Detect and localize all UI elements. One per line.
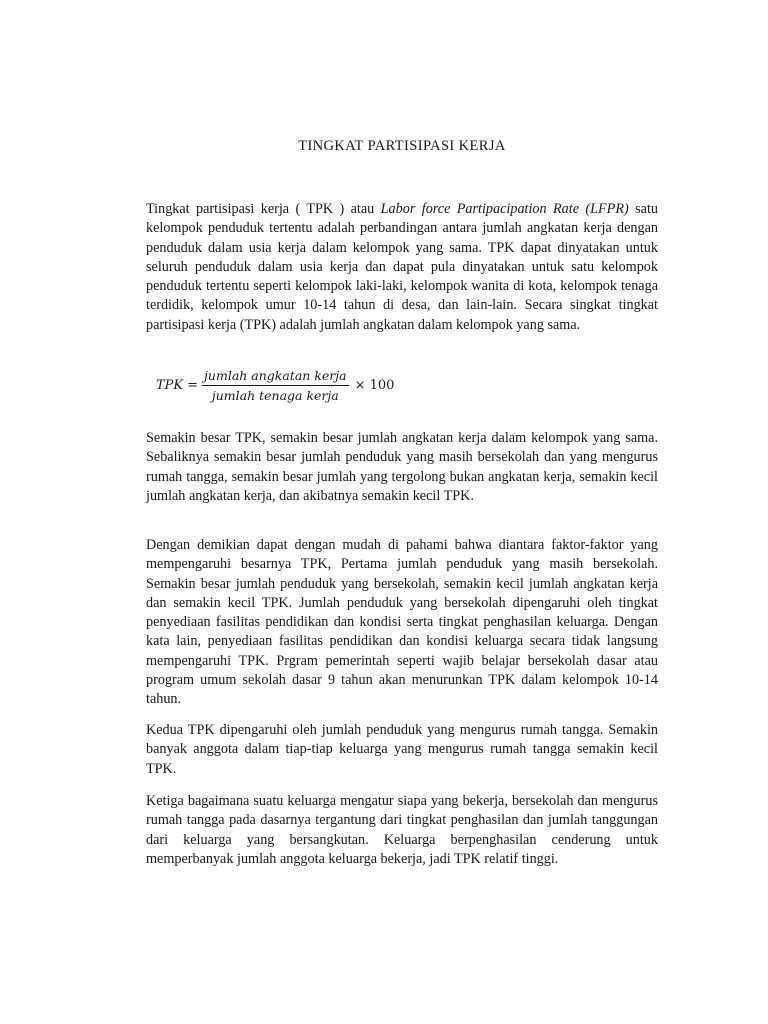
- paragraph-effect: Semakin besar TPK, semakin besar jumlah angkatan kerja dalam kelompok yang sama. Sebaliknya semakin besar jumlah penduduk yang masih bersekolah dan yang mengurus rumah tangga, semakin besar jumlah yang tergolong bukan angkatan kerja, semakin kecil jumlah angkatan kerja, dan akibatnya semakin kecil TPK.: [146, 430, 658, 504]
- document-page: [146, 0, 658, 1024]
- paragraph-third-factor: Ketiga bagaimana suatu keluarga mengatur siapa yang bekerja, bersekolah dan mengurus rumah tangga pada dasarnya tergantung dari tingkat penghasilan dan jumlah tanggungan dari keluarga yang bersangkutan. Keluarga berpenghasilan cenderung untuk memperbanyak jumlah anggota keluarga bekerja, jadi TPK relatif tinggi.: [146, 793, 658, 867]
- formula-fraction: [202, 368, 349, 403]
- lfpr-term: Labor force Partipacipation Rate (LFPR): [380, 201, 629, 217]
- formula-lhs: TPK: [156, 377, 184, 393]
- formula-multiplier: × 100: [354, 377, 395, 393]
- formula-equals: =: [187, 377, 199, 393]
- paragraph-first-factor: Dengan demikian dapat dengan mudah di pahami bahwa diantara faktor-faktor yang mempengaruhi besarnya TPK, Pertama jumlah penduduk yang masih bersekolah. Semakin besar jumlah penduduk yang bersekolah, semakin kecil jumlah angkatan kerja dan semakin kecil TPK. Jumlah penduduk yang bersekolah dipengaruhi oleh tingkat penyediaan fasilitas pendidikan dan kondisi serta tingkat penghasilan keluarga. Dengan kata lain, penyediaan fasilitas pendidikan dan kondisi keluarga secara tidak langsung mempengaruhi TPK. Prgram pemerintah seperti wajib belajar bersekolah dasar atau program umum sekolah dasar 9 tahun akan menurunkan TPK dalam kelompok 10-14 tahun.: [146, 537, 658, 708]
- document-title: TINGKAT PARTISIPASI KERJA: [298, 138, 506, 154]
- paragraph-definition-start: Tingkat partisipasi kerja ( TPK ) atau: [146, 201, 381, 217]
- formula-numerator: jumlah angkatan kerja: [202, 368, 349, 386]
- paragraph-second-factor: Kedua TPK dipengaruhi oleh jumlah penduduk yang mengurus rumah tangga. Semakin banyak anggota dalam tiap-tiap keluarga yang mengurus rumah tangga semakin kecil TPK.: [146, 722, 658, 777]
- formula-denominator: jumlah tenaga kerja: [211, 387, 339, 403]
- tpk-formula: [156, 365, 394, 405]
- paragraph-definition-rest: satu kelompok penduduk tertentu adalah perbandingan antara jumlah angkatan kerja dengan penduduk dalam usia kerja dalam kelompok yang sama. TPK dapat dinyatakan untuk seluruh penduduk dalam usia kerja dan dapat pula dinyatakan untuk satu kelompok penduduk tertentu seperti kelompok laki-laki, kelompok wanita di kota, kelompok tenaga terdidik, kelompok umur 10-14 tahun di desa, dan lain-lain. Secara singkat tingkat partisipasi kerja (TPK) adalah jumlah angkatan dalam kelompok yang sama.: [146, 201, 658, 333]
- paragraph-definition: [146, 200, 658, 335]
